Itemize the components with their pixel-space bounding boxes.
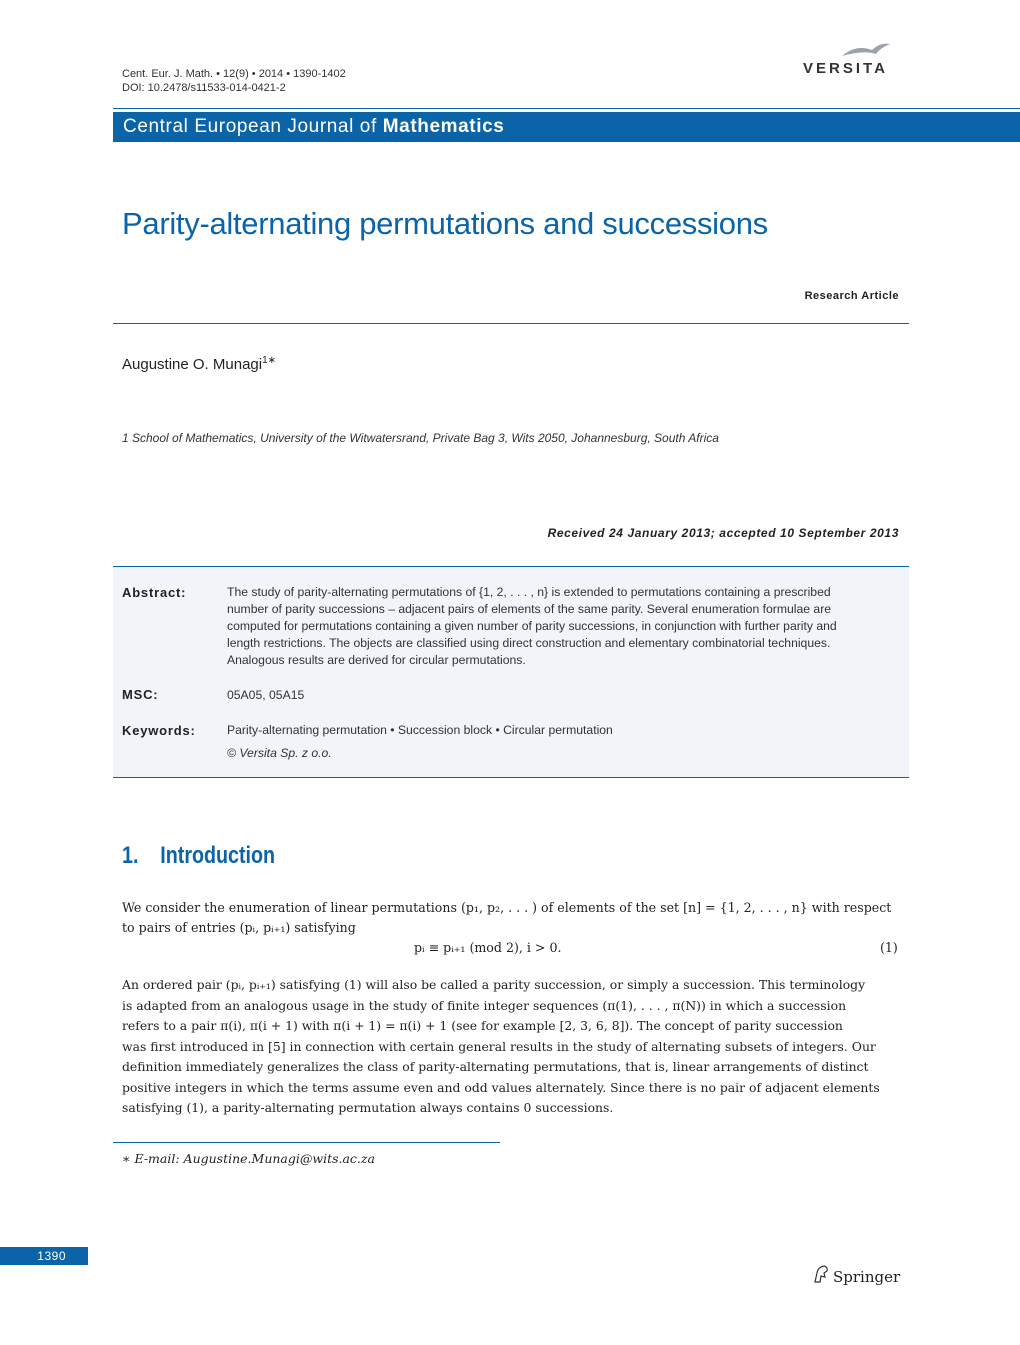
springer-logo: Springer (833, 1268, 901, 1286)
intro-line: positive integers in which the terms assume even and odd values alternately. Since there is no pair of adjacent elements (122, 1080, 880, 1095)
abstract-line: The study of parity-alternating permutations of {1, 2, . . . , n} is extended to permutations containing a prescribed (227, 585, 831, 599)
abstract-label: Abstract: (122, 585, 187, 600)
section-heading (122, 842, 275, 870)
journal-name: Mathematics (382, 116, 505, 137)
equation-number: (1) (880, 940, 898, 955)
header-rule (113, 108, 1020, 109)
affiliation: 1 School of Mathematics, University of the Witwatersrand, Private Bag 3, Wits 2050, Johannesburg, South Africa (122, 431, 719, 445)
article-type: Research Article (804, 290, 899, 302)
intro-line: definition immediately generalizes the class of parity-alternating permutations, that is, linear arrangements of distinct (122, 1059, 869, 1074)
doi[interactable]: DOI: 10.2478/s11533-014-0421-2 (122, 82, 286, 94)
intro-line: We consider the enumeration of linear permutations (p₁, p₂, . . . ) of elements of the set [n] = {1, 2, . . . , n} with respect (122, 900, 892, 915)
page-number: 1390 (0, 1247, 88, 1265)
journal-prefix: Central European Journal of (123, 116, 377, 137)
section-title: Introduction (160, 842, 276, 869)
msc-label: MSC: (122, 687, 159, 702)
citation: Cent. Eur. J. Math. • 12(9) • 2014 • 1390-1402 (122, 68, 346, 80)
received-date: Received 24 January 2013; accepted 10 September 2013 (547, 526, 899, 540)
abstract-line: number of parity successions – adjacent pairs of elements of the same parity. Several enumeration formulae are (227, 602, 832, 616)
author-marks: 1∗ (262, 355, 277, 366)
intro-line: was first introduced in [5] in connection with certain general results in the study of alternating subsets of integers. Our (122, 1039, 876, 1054)
abstract-text (227, 584, 901, 669)
abstract-line: computed for permutations containing a given number of parity successions, in conjunction with further parity and (227, 619, 837, 633)
title-rule (113, 323, 909, 324)
copyright: © Versita Sp. z o.o. (227, 746, 332, 760)
intro-line: to pairs of entries (pᵢ, pᵢ₊₁) satisfying (122, 920, 356, 935)
abstract-line: Analogous results are derived for circular permutations. (227, 653, 526, 667)
springer-horse-icon (812, 1264, 830, 1284)
intro-line: is adapted from an analogous usage in the study of finite integer sequences (π(1), . . . , π(N)) in which a succession (122, 998, 847, 1013)
keywords-label: Keywords: (122, 723, 196, 738)
article-title: Parity-alternating permutations and successions (122, 206, 768, 241)
abstract-line: length restrictions. The objects are classified using direct construction and elementary combinatorial techniques. (227, 636, 831, 650)
keywords: Parity-alternating permutation • Succession block • Circular permutation (227, 723, 613, 737)
intro-line: refers to a pair π(i), π(i + 1) with π(i + 1) = π(i) + 1 (see for example [2, 3, 6, 8]). The concept of parity succession (122, 1018, 843, 1033)
equation: pᵢ ≡ pᵢ₊₁ (mod 2), i > 0. (414, 940, 562, 955)
author-name: Augustine O. Munagi (122, 356, 263, 373)
author (122, 355, 276, 373)
section-number: 1. (122, 842, 139, 869)
msc-codes: 05A05, 05A15 (227, 688, 305, 702)
versita-logo: VERSITA (803, 60, 888, 77)
journal-banner (113, 112, 1020, 142)
abstract-box (113, 566, 909, 778)
footnote-email[interactable]: ∗ E-mail: Augustine.Munagi@wits.ac.za (122, 1151, 375, 1166)
intro-line: An ordered pair (pᵢ, pᵢ₊₁) satisfying (1) will also be called a parity succession, or simply a succession. This terminology (122, 977, 866, 992)
footnote-rule (113, 1142, 500, 1143)
versita-bird-icon (838, 40, 892, 62)
intro-line: satisfying (1), a parity-alternating permutation always contains 0 successions. (122, 1100, 614, 1115)
